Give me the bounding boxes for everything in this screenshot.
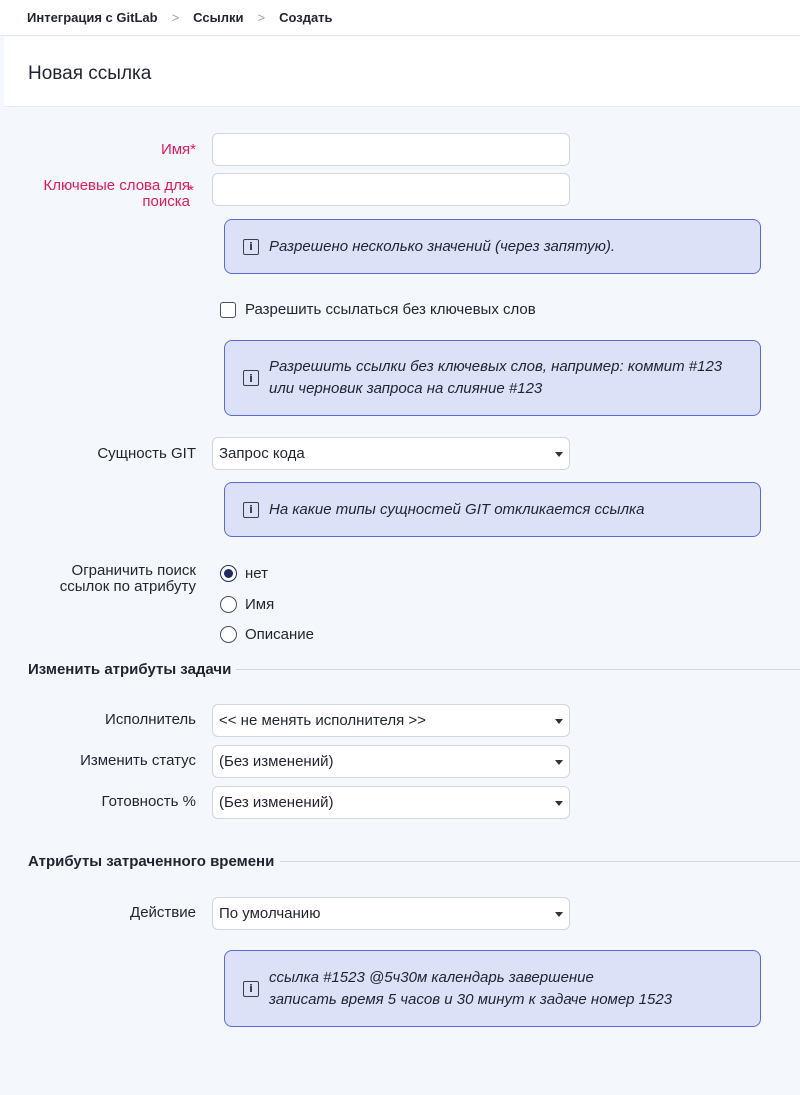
restrict-search-option-description[interactable]: Описание bbox=[245, 626, 315, 643]
keywords-label-line1: Ключевые слова для bbox=[43, 177, 190, 194]
restrict-search-option-name[interactable]: Имя bbox=[245, 596, 275, 613]
restrict-search-radio-description[interactable] bbox=[220, 626, 237, 643]
action-label: Действие bbox=[130, 904, 196, 921]
restrict-search-radio-none[interactable] bbox=[220, 565, 237, 582]
allow-without-keywords-hint-text bbox=[269, 356, 722, 400]
title-bar bbox=[4, 37, 800, 107]
info-icon: i bbox=[243, 981, 259, 997]
info-icon: i bbox=[243, 239, 259, 255]
keywords-hint bbox=[224, 219, 761, 274]
breadcrumb-item-links[interactable]: Ссылки bbox=[193, 10, 244, 25]
allow-without-keywords-label[interactable]: Разрешить ссылаться без ключевых слов bbox=[245, 301, 536, 318]
git-entity-hint bbox=[224, 482, 761, 537]
restrict-search-label bbox=[24, 563, 196, 595]
name-label-text: Имя bbox=[160, 141, 191, 158]
time-attributes-hint-text bbox=[269, 967, 672, 1011]
keywords-label bbox=[24, 178, 190, 210]
allow-without-keywords-checkbox[interactable] bbox=[220, 302, 236, 318]
section-divider bbox=[236, 669, 800, 670]
done-ratio-select[interactable] bbox=[212, 786, 570, 819]
breadcrumb-separator: > bbox=[257, 10, 266, 25]
allow-without-keywords-hint bbox=[224, 340, 761, 416]
done-ratio-label: Готовность % bbox=[101, 793, 196, 810]
page-title: Новая ссылка bbox=[28, 63, 152, 84]
section-divider bbox=[280, 861, 800, 862]
assignee-select[interactable] bbox=[212, 704, 570, 737]
git-entity-value: Запрос кода bbox=[219, 445, 305, 462]
time-attributes-hint bbox=[224, 950, 761, 1027]
action-select[interactable] bbox=[212, 897, 570, 930]
git-entity-label: Сущность GIT bbox=[97, 445, 196, 462]
caret-down-icon bbox=[555, 801, 563, 806]
status-select[interactable] bbox=[212, 745, 570, 778]
required-mark: * bbox=[188, 182, 194, 199]
keywords-hint-text: Разрешено несколько значений (через запятую). bbox=[269, 237, 616, 255]
time-attributes-hint-line1: ссылка #1523 @5ч30м календарь завершение bbox=[269, 968, 594, 986]
status-label: Изменить статус bbox=[80, 752, 196, 769]
action-value: По умолчанию bbox=[219, 905, 321, 922]
restrict-search-option-none[interactable]: нет bbox=[245, 565, 268, 582]
allow-without-keywords-hint-line1: Разрешить ссылки без ключевых слов, например: коммит #123 bbox=[269, 358, 723, 375]
caret-down-icon bbox=[555, 760, 563, 765]
required-mark: * bbox=[190, 141, 196, 158]
restrict-search-label-line2: ссылок по атрибуту bbox=[59, 578, 196, 595]
allow-without-keywords-hint-line2: или черновик запроса на слияние #123 bbox=[269, 380, 543, 397]
breadcrumb bbox=[0, 0, 800, 36]
keywords-input[interactable] bbox=[212, 173, 570, 206]
name-input[interactable] bbox=[212, 133, 570, 166]
name-label bbox=[104, 142, 196, 158]
form-area bbox=[4, 108, 800, 1095]
info-icon: i bbox=[243, 502, 259, 518]
time-attributes-section-title: Атрибуты затраченного времени bbox=[28, 853, 275, 870]
status-value: (Без изменений) bbox=[219, 753, 334, 770]
restrict-search-radio-name[interactable] bbox=[220, 596, 237, 613]
breadcrumb-item-create: Создать bbox=[279, 10, 333, 25]
restrict-search-label-line1: Ограничить поиск bbox=[71, 562, 196, 579]
task-attributes-section-title: Изменить атрибуты задачи bbox=[28, 661, 232, 678]
breadcrumb-separator: > bbox=[171, 10, 180, 25]
git-entity-select[interactable] bbox=[212, 437, 570, 470]
assignee-label: Исполнитель bbox=[105, 711, 196, 728]
time-attributes-hint-line2: записать время 5 часов и 30 минут к задаче номер 1523 bbox=[269, 990, 673, 1008]
caret-down-icon bbox=[555, 719, 563, 724]
keywords-label-line2: поиска bbox=[142, 193, 190, 210]
git-entity-hint-text: На какие типы сущностей GIT откликается ссылка bbox=[269, 500, 645, 518]
caret-down-icon bbox=[555, 452, 563, 457]
assignee-value: << не менять исполнителя >> bbox=[219, 712, 426, 729]
info-icon: i bbox=[243, 370, 259, 386]
caret-down-icon bbox=[555, 912, 563, 917]
done-ratio-value: (Без изменений) bbox=[219, 794, 334, 811]
breadcrumb-item-gitlab-integration[interactable]: Интеграция с GitLab bbox=[27, 10, 158, 25]
